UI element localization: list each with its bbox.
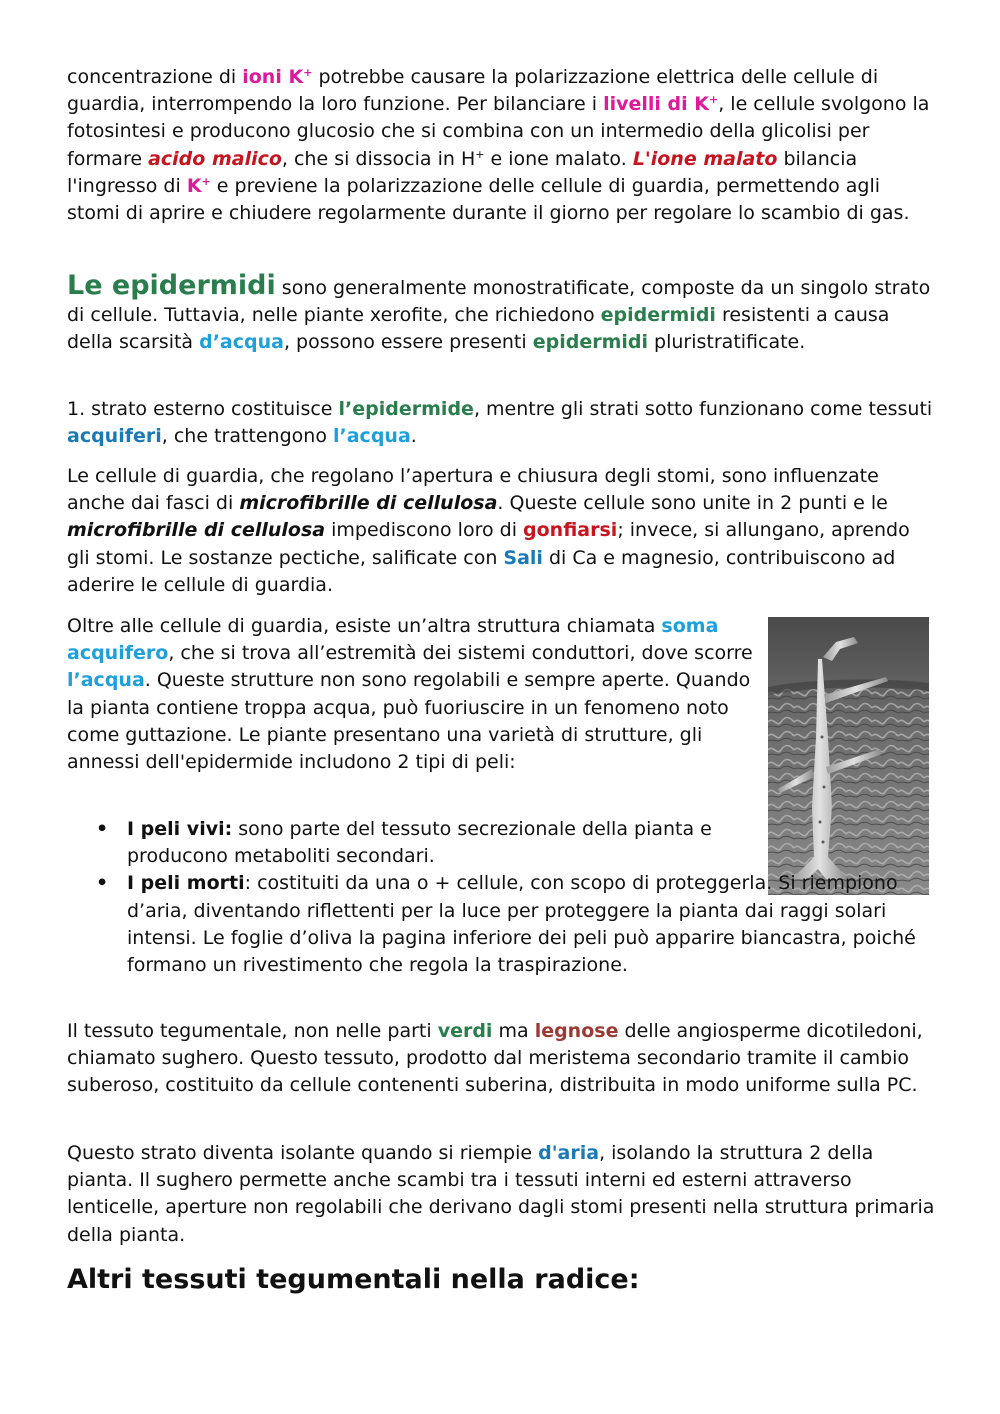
term-legnose: legnose [534,1020,619,1042]
text: Le cellule di guardia, che regolano l’apertura e chiusura degli stomi, sono influenzate anche dai fasci di [67,465,879,515]
term-le-epidermidi: Le epidermidi [67,270,276,301]
text: : costituiti da una o + cellule, con scopo di proteggerla. Si riempiono d’aria, diventando riflettenti per la luce per proteggere la pianta dai raggi solari intensi. Le foglie d’oliva la pagina inferiore dei peli può apparire biancastra, poiché formano un rivestimento che regola la traspirazione. [127,872,916,977]
text: bilancia l'ingresso di [67,147,858,197]
term-soma-acquifero: soma acquifero [67,615,719,665]
bullet-icon: • [96,872,109,895]
paragraph-cellule-guardia [67,463,937,599]
term-lacqua: l’acqua [333,425,411,448]
term-daria: d'aria [538,1142,600,1164]
paragraph-isolante [67,1140,937,1249]
text: sono generalmente monostratificate, composte da un singolo strato di cellule. Tuttavia, nelle piante xerofite, che richiedono [67,277,931,327]
text: , che si trova all’estremità dei sistemi conduttori, dove scorre [168,642,753,665]
text: Il tessuto tegumentale, non nelle parti [67,1020,438,1042]
list-item-peli-morti [67,870,937,979]
paragraph-soma-acquifero [67,613,757,776]
term-ioni-k: ioni K+ [242,66,313,88]
term-livelli-k: livelli di K+ [603,93,719,116]
text: , che si dissocia in H+ [281,147,485,170]
term-k: K+ [186,174,211,197]
text: ma [492,1020,535,1042]
text: sono parte del tessuto secrezionale della pianta e producono metaboliti secondari. [127,818,712,868]
paragraph-ion-balance [67,64,937,227]
text: potrebbe causare la polarizzazione elettrica delle cellule di guardia, interrompendo la loro funzione. Per bilanciare i [67,66,879,116]
term-dacqua: d’acqua [199,331,284,354]
term-ione-malato: L'ione malato [632,147,778,170]
text: concentrazione di [67,66,243,88]
term-peli-vivi: I peli vivi: [127,818,233,840]
term-acido-malico: acido malico [148,147,282,170]
paragraph-epidermidi [67,272,937,357]
text: , che trattengono [161,425,333,448]
text: ; invece, si allungano, aprendo gli stomi. Le sostanze pectiche, salificate con [67,519,910,569]
text: Questo strato diventa isolante quando si riempie [67,1142,539,1164]
term-microfibrille: microfibrille di cellulosa [67,519,326,542]
section-heading: Altri tessuti tegumentali nella radice: [67,1264,640,1295]
term-lacqua: l’acqua [67,669,145,692]
text: delle angiosperme dicotiledoni, chiamato sughero. Questo tessuto, prodotto dal meristema secondario tramite il cambio suberoso, costituito da cellule contenenti suberina, distribuita in modo uniforme sulla PC. [67,1020,923,1097]
text: resistenti a causa della scarsità [67,304,890,354]
text: , le cellule svolgono la fotosintesi e producono glucosio che si combina con un intermedio della glicolisi per formare [67,93,930,170]
term-gonfiarsi: gonfiarsi [523,519,618,542]
term-lepidermide: l’epidermide [338,398,474,420]
text: , isolando la struttura 2 della pianta. Il sughero permette anche scambi tra i tessuti interni ed esterni attraverso lenticelle, aperture non regolabili che derivano dagli stomi presenti nella struttura primaria della pianta. [67,1142,935,1246]
text: . Queste cellule sono unite in 2 punti e le [497,492,888,515]
list-item-peli-vivi [67,816,757,870]
term-acquiferi: acquiferi [67,425,162,448]
text: Oltre alle cellule di guardia, esiste un’altra struttura chiamata [67,615,662,637]
term-epidermidi: epidermidi [532,331,648,354]
text: , mentre gli strati sotto funzionano come tessuti [473,398,933,420]
text: 1. strato esterno costituisce [67,398,339,420]
text: e ione malato. [484,147,633,170]
text: , possono essere presenti [283,331,533,354]
term-epidermidi: epidermidi [600,304,716,327]
bullet-icon: • [96,818,109,840]
text: . Queste strutture non sono regolabili e sempre aperte. Quando la pianta contiene troppa acqua, può fuoriuscire in un fenomeno noto come guttazione. Le piante presentano una varietà di strutture, gli annessi dell'epidermide includono 2 tipi di peli: [67,669,751,774]
bullet-list-peli [67,816,937,979]
text: e previene la polarizzazione delle cellule di guardia, permettendo agli stomi di aprire e chiudere regolarmente durante il giorno per regolare lo scambio di gas. [67,174,910,225]
paragraph-sughero [67,1018,937,1100]
text: impediscono loro di [325,519,524,542]
term-microfibrille: microfibrille di cellulosa [239,492,498,515]
term-verdi: verdi [437,1020,493,1042]
text: . [410,425,417,448]
paragraph-strato-esterno [67,396,937,450]
term-peli-morti: I peli morti [127,872,245,895]
text: di Ca e magnesio, contribuiscono ad aderire le cellule di guardia. [67,546,896,596]
text: pluristratificate. [648,331,806,354]
term-sali: Sali [503,546,543,569]
